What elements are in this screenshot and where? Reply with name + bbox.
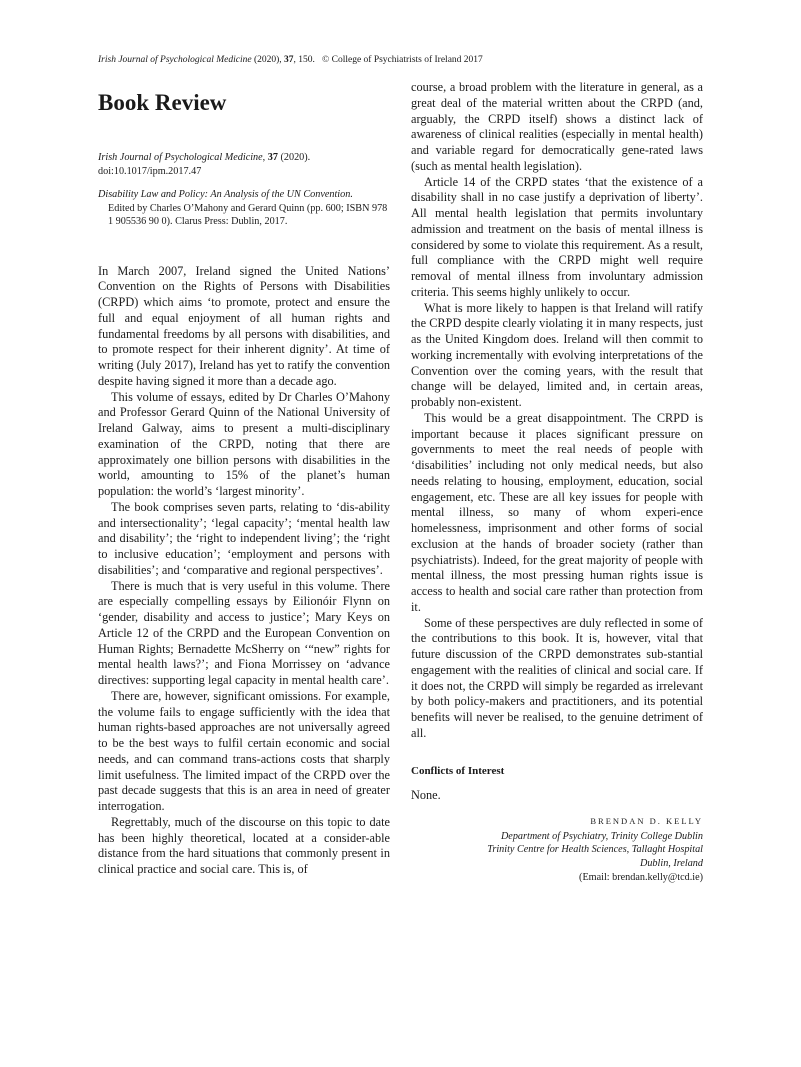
paragraph: Article 14 of the CRPD states ‘that the existence of a disability shall in no case justify a deprivation of liberty’. All mental health legislation that permits involuntary admission and treatment on the basis of mental illness is considered by some to violate this requirement. As a result, full compliance with the CRPD might well require removal of mental illness from involuntary admission criteria. This seems highly unlikely to occur. (411, 174, 703, 299)
right-body (411, 80, 703, 742)
paragraph: This volume of essays, edited by Dr Charles O’Mahony and Professor Gerard Quinn of the National University of Ireland Galway, aims to present a multi-disciplinary examination of the CRPD, noting that there are approximately one billion persons with disabilities in the world, amounting to 15% of the planet’s human population: the world’s ‘largest minority’. (98, 389, 390, 498)
paragraph: In March 2007, Ireland signed the United Nations’ Convention on the Rights of Persons with Disabilities (CRPD) which aims ‘to promote, protect and ensure the full and equal enjoyment of all human rights and fundamental freedoms by all persons with disabilities, and to promote respect for their inherent dignity’. At time of writing (July 2017), Ireland has yet to ratify the convention despite having signed it more than a decade ago. (98, 263, 390, 388)
author-affiliation-3: Dublin, Ireland (639, 858, 703, 870)
book-title: Disability Law and Policy: An Analysis of the UN Convention. (98, 189, 353, 200)
paragraph: There is much that is very useful in this volume. There are especially compelling essays by Eilionóir Flynn on ‘gender, disability and access to justice’; Mary Keys on Article 12 of the CRPD and the European Convention on Human Rights; Bernadette McSherry on ‘“new” rights for mental health laws?’; and Fiona Morrissey on ‘advance directives: supporting legal capacity in mental health care’. (98, 578, 390, 687)
paragraph: The book comprises seven parts, relating to ‘dis-ability and intersectionality’; ‘legal capacity’; ‘mental health law and disability’; the ‘right to independent living’; the ‘right to inclusive education’; ‘employment and persons with disabilities’; and ‘comparative and regional perspectives’. (98, 499, 390, 577)
book-details (98, 188, 390, 229)
right-column (411, 80, 703, 884)
header-pages: , 150. (293, 55, 315, 65)
citation-year: (2020). (277, 152, 311, 163)
running-header (98, 55, 708, 65)
author-affiliation-1: Department of Psychiatry, Trinity College Dublin (500, 830, 703, 842)
citation: Irish Journal of Psychological Medicine, 37 (2020). doi:10.1017/ipm.2017.47 (98, 152, 311, 177)
left-column (98, 80, 390, 878)
author-signature (411, 815, 703, 884)
citation-doi: doi:10.1017/ipm.2017.47 (98, 165, 202, 177)
conflicts-heading: Conflicts of Interest (411, 764, 505, 777)
paragraph: course, a broad problem with the literature in general, as a great deal of the material written about the CRPD (and, arguably, the CRPD itself) shows a distinct lack of awareness of clinical realities (especially in mental health) and variable regard for democratically gene-rated laws (such as mental health legislation). (411, 80, 703, 173)
header-journal: Irish Journal of Psychological Medicine (98, 55, 252, 65)
paragraph: Some of these perspectives are duly reflected in some of the contributions to this book. It is, however, vital that future discussion of the CRPD demonstrates sub-stantial engagement with the realities of clinical and social care. If it does not, the CRPD will simply be regarded as irrelevant by both policy-makers and practitioners, and its potential benefits will never be realised, to the genuine detriment of all. (411, 615, 703, 740)
citation-journal: Irish Journal of Psychological Medicine (98, 152, 263, 163)
header-year: (2020), (251, 55, 285, 65)
conflicts-text: None. (411, 787, 441, 802)
author-name: BRENDAN D. KELLY (590, 816, 703, 827)
header-volume: 37 (284, 55, 294, 65)
author-email: (Email: brendan.kelly@tcd.ie) (579, 871, 703, 883)
left-body (98, 264, 390, 878)
header-copyright: © College of Psychiatrists of Ireland 2017 (322, 55, 483, 65)
paragraph: This would be a great disappointment. The CRPD is important because it places significant pressure on governments to meet the real needs of people with ‘disabilities’ including not only medical needs, but also needs relating to housing, employment, education, social engagement, etc. These are all key issues for people with mental illness, so many of whom experi-ence homelessness, imprisonment and other forms of social exclusion at the hands of broader society (rather than psychiatrists). Indeed, for the great majority of people with mental illness, the most pressing human rights issue is access to health and social care rather than protection from it. (411, 410, 703, 614)
paragraph: What is more likely to happen is that Ireland will ratify the CRPD despite clearly violating it in many respects, just as the United Kingdom does. Ireland will then commit to working incrementally with evolving interpretations of the Convention over the coming years, with the result that change will be delayed, limited and, in certain areas, probably non-existent. (411, 300, 703, 409)
author-affiliation-2: Trinity Centre for Health Sciences, Tallaght Hospital (487, 844, 703, 856)
book-publication: Edited by Charles O’Mahony and Gerard Quinn (pp. 600; ISBN 978 1 905536 90 0). Clarus Press: Dublin, 2017. (108, 202, 388, 227)
citation-volume: 37 (267, 152, 278, 163)
page-title: Book Review (98, 90, 227, 115)
paragraph: There are, however, significant omissions. For example, the volume fails to engage sufficiently with the idea that human rights-based approaches are not universally agreed to be the best ways to fulfil certain economic and social needs, and can command trans-actions costs that sharply limit usefulness. The limited impact of the CRPD over the past decade suggests that this is an area in need of greater interrogation. (98, 688, 390, 813)
paragraph: Regrettably, much of the discourse on this topic to date has been highly theoretical, located at a consider-able distance from the hard situations that commonly present in clinical practice and social care. This is, of (98, 814, 390, 876)
